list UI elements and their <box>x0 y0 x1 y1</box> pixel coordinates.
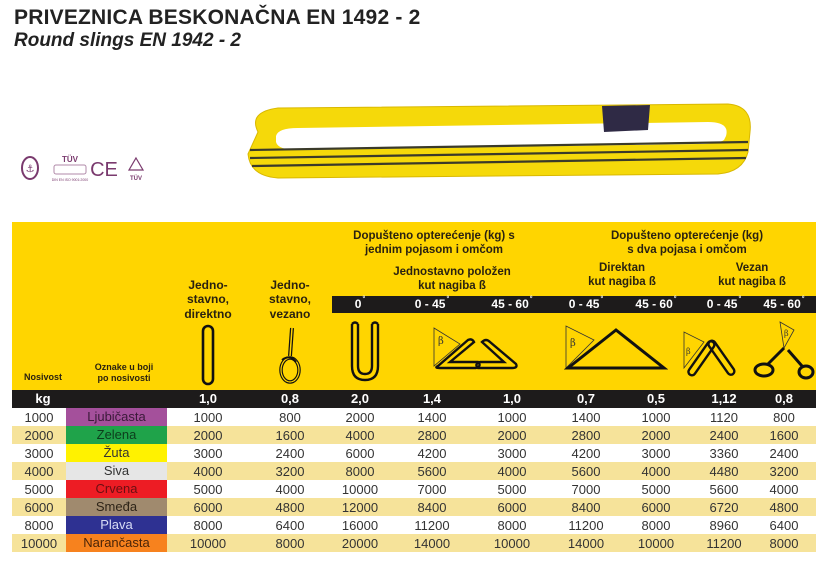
load-cell: 11200 <box>414 518 450 533</box>
col-tied-label: Jedno- stavno, vezano <box>268 278 311 321</box>
load-cell: 10000 <box>341 482 379 497</box>
two-leg-choke-icon <box>750 318 816 382</box>
load-cell: 3000 <box>193 446 223 461</box>
load-cell: 1000 <box>641 410 671 425</box>
angle-0: 0° <box>354 296 366 311</box>
load-cell: 8960 <box>709 518 739 533</box>
angle-0-45-tied: 0 - 45° <box>706 296 742 311</box>
angle-45-60-tied: 45 - 60° <box>763 296 805 311</box>
group1-title: Dopušteno opterećenje (kg) s jednim pojasom i omčom <box>353 230 515 256</box>
load-cell: 2000 <box>345 410 375 425</box>
group2-direct-subtitle: Direktan kut nagiba ß <box>588 262 656 288</box>
kg-label: kg <box>35 391 51 406</box>
color-code-swatch: Žuta <box>66 444 167 462</box>
round-sling-image <box>238 92 758 192</box>
load-cell: 2400 <box>769 446 799 461</box>
load-cell: 4000 <box>193 464 223 479</box>
load-cell: 8400 <box>417 500 447 515</box>
capacity-cell: 4000 <box>24 464 54 479</box>
load-cell: 800 <box>773 410 795 425</box>
load-cell: 800 <box>279 410 301 425</box>
load-cell: 2800 <box>571 428 601 443</box>
load-cell: 8000 <box>193 518 223 533</box>
load-cell: 2800 <box>417 428 447 443</box>
angle-0-45: 0 - 45° <box>414 296 450 311</box>
load-cell: 2000 <box>497 428 527 443</box>
table-row <box>12 480 816 498</box>
load-cell: 3000 <box>497 446 527 461</box>
angle-45-60-direct: 45 - 60° <box>635 296 677 311</box>
capacity-cell: 1000 <box>24 410 54 425</box>
load-cell: 6400 <box>275 518 305 533</box>
load-cell: 6720 <box>709 500 739 515</box>
svg-text:CE: CE <box>90 159 118 181</box>
basket-angle-icon <box>430 322 522 372</box>
capacity-cell: 3000 <box>24 446 54 461</box>
load-cell: 8000 <box>275 536 305 551</box>
load-cell: 10000 <box>493 536 531 551</box>
load-cell: 2400 <box>275 446 305 461</box>
factor: 1,12 <box>711 391 737 406</box>
svg-text:β: β <box>438 336 444 347</box>
load-cell: 1000 <box>497 410 527 425</box>
load-cell: 4000 <box>345 428 375 443</box>
load-cell: 14000 <box>567 536 605 551</box>
two-leg-parallel-icon <box>680 328 744 380</box>
color-code-swatch: Narančasta <box>66 534 167 552</box>
load-cell: 2400 <box>709 428 739 443</box>
load-cell: 6000 <box>345 446 375 461</box>
load-cell: 11200 <box>568 518 604 533</box>
color-code-swatch: Siva <box>66 462 167 480</box>
table-row <box>12 426 816 444</box>
table-row <box>12 462 816 480</box>
load-cell: 3200 <box>769 464 799 479</box>
load-cell: 8000 <box>769 536 799 551</box>
capacity-cell: 8000 <box>24 518 54 533</box>
table-header <box>12 222 816 390</box>
table-row <box>12 408 816 426</box>
page-title: PRIVEZNICA BESKONAČNA EN 1492 - 2 <box>14 6 421 29</box>
color-code-swatch: Plava <box>66 516 167 534</box>
group2-title: Dopušteno opterećenje (kg) s dva pojasa i omčom <box>610 230 764 256</box>
load-cell: 1400 <box>571 410 601 425</box>
anchor-seal-icon <box>22 157 38 179</box>
svg-text:β: β <box>784 329 789 338</box>
load-cell: 8000 <box>641 518 671 533</box>
color-code-label: Oznake u boji po nosivosti <box>94 362 154 383</box>
load-cell: 5600 <box>417 464 447 479</box>
load-cell: 4800 <box>769 500 799 515</box>
table-row <box>12 516 816 534</box>
load-cell: 7000 <box>571 482 601 497</box>
load-cell: 20000 <box>341 536 379 551</box>
table-row <box>12 498 816 516</box>
load-cell: 16000 <box>341 518 379 533</box>
load-cell: 8400 <box>571 500 601 515</box>
factor: 2,0 <box>350 391 370 406</box>
load-cell: 5000 <box>641 482 671 497</box>
load-cell: 5600 <box>709 482 739 497</box>
table-row <box>12 534 816 552</box>
load-cell: 2000 <box>193 428 223 443</box>
color-code-swatch: Ljubičasta <box>66 408 167 426</box>
load-cell: 10000 <box>189 536 227 551</box>
load-cell: 4000 <box>641 464 671 479</box>
load-cell: 4200 <box>417 446 447 461</box>
load-cell: 4000 <box>275 482 305 497</box>
load-cell: 3000 <box>641 446 671 461</box>
load-cell: 4000 <box>497 464 527 479</box>
load-cell: 6000 <box>641 500 671 515</box>
table-row <box>12 444 816 462</box>
color-code-swatch: Smeđa <box>66 498 167 516</box>
load-table-body <box>12 408 816 552</box>
load-cell: 1400 <box>417 410 447 425</box>
page-subtitle: Round slings EN 1942 - 2 <box>14 30 241 51</box>
load-cell: 1600 <box>769 428 799 443</box>
load-cell: 1000 <box>193 410 223 425</box>
svg-text:⚓: ⚓ <box>25 164 35 175</box>
capacity-cell: 5000 <box>24 482 54 497</box>
load-cell: 6000 <box>193 500 223 515</box>
load-cell: 4800 <box>275 500 305 515</box>
factor: 1,4 <box>422 391 442 406</box>
color-code-swatch: Zelena <box>66 426 167 444</box>
load-cell: 11200 <box>706 536 742 551</box>
svg-text:DIN EN ISO 9001:2000: DIN EN ISO 9001:2000 <box>51 178 89 182</box>
capacity-cell: 2000 <box>24 428 54 443</box>
load-cell: 5000 <box>497 482 527 497</box>
svg-text:β: β <box>570 338 576 349</box>
two-leg-direct-icon <box>564 322 668 376</box>
load-cell: 4480 <box>709 464 739 479</box>
capacity-cell: 6000 <box>24 500 54 515</box>
load-cell: 8000 <box>497 518 527 533</box>
factor: 0,8 <box>280 391 300 406</box>
factor: 1,0 <box>502 391 522 406</box>
load-cell: 6400 <box>769 518 799 533</box>
factor: 1,0 <box>198 391 218 406</box>
group2-tied-subtitle: Vezan kut nagiba ß <box>718 262 786 288</box>
angle-0-45-direct: 0 - 45° <box>568 296 604 311</box>
capacity-cell: 10000 <box>20 536 58 551</box>
load-cell: 5600 <box>571 464 601 479</box>
load-cell: 8000 <box>345 464 375 479</box>
nosivost-label: Nosivost <box>23 372 62 382</box>
load-cell: 5000 <box>193 482 223 497</box>
load-cell: 4200 <box>571 446 601 461</box>
svg-text:β: β <box>686 347 691 356</box>
load-cell: 10000 <box>637 536 675 551</box>
load-cell: 6000 <box>497 500 527 515</box>
load-cell: 7000 <box>417 482 447 497</box>
load-cell: 1120 <box>710 410 738 425</box>
col-direct-label: Jedno- stavno, direktno <box>184 278 232 321</box>
basket-sling-icon <box>348 320 382 384</box>
load-cell: 12000 <box>341 500 379 515</box>
group1-subtitle: Jednostavno položen kut nagiba ß <box>393 266 511 292</box>
load-cell: 4000 <box>769 482 799 497</box>
angle-45-60: 45 - 60° <box>491 296 533 311</box>
load-cell: 1600 <box>275 428 305 443</box>
factor: 0,5 <box>646 391 666 406</box>
svg-text:TÜV: TÜV <box>130 176 142 182</box>
angle-band <box>332 296 816 313</box>
factor: 0,8 <box>774 391 794 406</box>
kg-factor-row <box>12 390 816 408</box>
factor: 0,7 <box>576 391 596 406</box>
load-cell: 3360 <box>709 446 739 461</box>
direct-sling-icon <box>198 324 218 386</box>
color-code-swatch: Crvena <box>66 480 167 498</box>
load-cell: 14000 <box>413 536 451 551</box>
load-cell: 2000 <box>641 428 671 443</box>
tuv-triangle-icon <box>129 158 143 182</box>
svg-text:TÜV: TÜV <box>62 155 78 164</box>
choke-sling-icon <box>276 326 304 386</box>
certification-logos <box>18 150 168 190</box>
load-cell: 3200 <box>275 464 305 479</box>
ce-mark-icon <box>90 159 118 181</box>
tuv-iso-icon <box>52 155 88 182</box>
